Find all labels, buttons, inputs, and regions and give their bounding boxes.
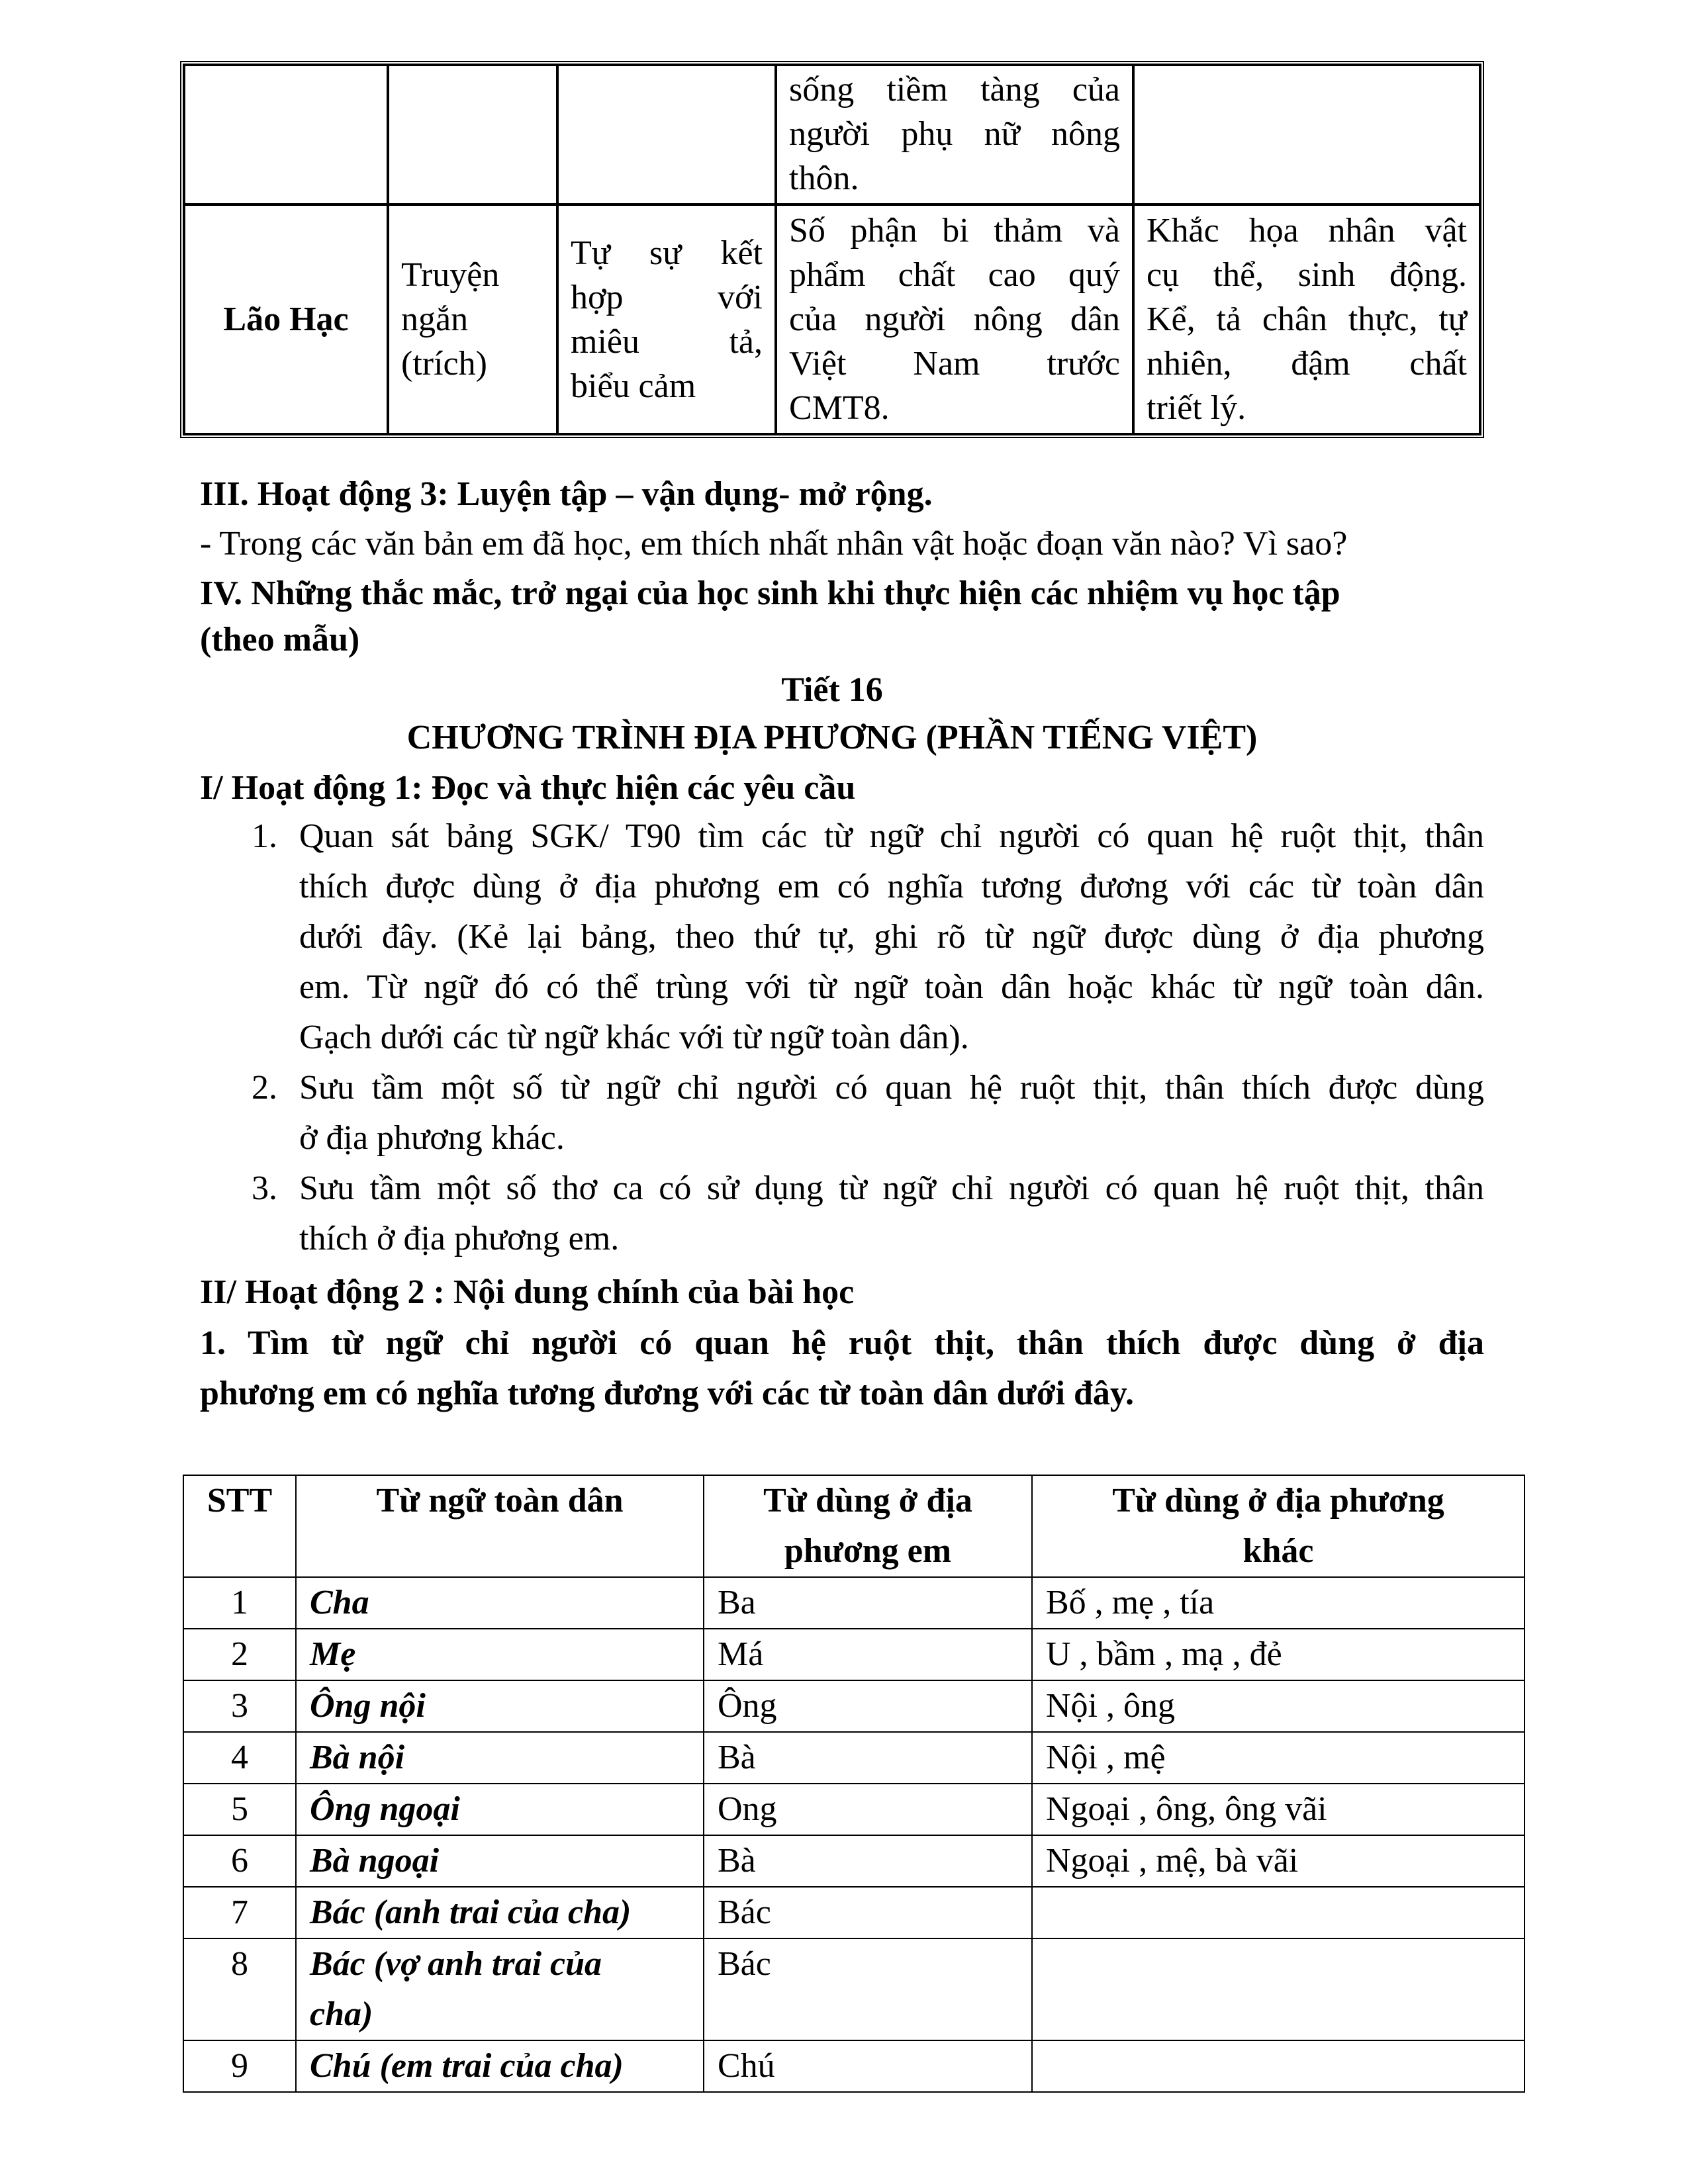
activity2-task (200, 1318, 1484, 1419)
activity1-heading: I/ Hoạt động 1: Đọc và thực hiện các yêu cầu (200, 769, 856, 807)
cell-stt: 2 (183, 1629, 296, 1680)
cell-line: cha) (310, 1995, 373, 2033)
section3-heading: III. Hoạt động 3: Luyện tập – vận dụng- mở rộng. (200, 475, 933, 513)
cell-other: Ngoại , ông, ông vãi (1032, 1784, 1524, 1835)
cell-stt: 1 (183, 1577, 296, 1629)
cell-stt: 9 (183, 2040, 296, 2092)
cell-content (776, 205, 1133, 434)
cell-standard: Cha (296, 1577, 704, 1629)
cell-standard: Chú (em trai của cha) (296, 2040, 704, 2092)
table-cell-line: ngắn (401, 300, 469, 338)
cell-standard: Ông ngoại (296, 1784, 704, 1835)
cell-other (1032, 1887, 1524, 1938)
summary-table (180, 61, 1484, 438)
table-cell-line: Tự sự kết (571, 234, 763, 272)
table-cell-line: Việt Nam trước (789, 345, 1120, 383)
list-line: Sưu tầm một số thơ ca có sử dụng từ ngữ chỉ người có quan hệ ruột thịt, thân (299, 1169, 1484, 1207)
cell-other: Bố , mẹ , tía (1032, 1577, 1524, 1629)
section4-heading-cont: (theo mẫu) (200, 621, 360, 659)
list-line: Sưu tầm một số từ ngữ chỉ người có quan hệ ruột thịt, thân thích được dùng (299, 1069, 1484, 1107)
table-cell-line: thôn. (789, 159, 859, 197)
table-cell-line: nhiên, đậm chất (1147, 345, 1467, 383)
cell-stt: 3 (183, 1680, 296, 1732)
table-row (183, 1577, 1524, 1629)
cell-other: U , bầm , mạ , đẻ (1032, 1629, 1524, 1680)
cell-genre (388, 205, 557, 434)
cell-local: Ông (704, 1680, 1032, 1732)
table-cell-line: người phụ nữ nông (789, 115, 1120, 153)
list-line: em. Từ ngữ đó có thể trùng với từ ngữ toàn dân hoặc khác từ ngữ toàn dân. (299, 968, 1484, 1006)
activity1-item-3 (252, 1163, 1484, 1264)
table-row (183, 1629, 1524, 1680)
activity2-heading: II/ Hoạt động 2 : Nội dung chính của bài học (200, 1273, 855, 1311)
table-cell-line: của người nông dân (789, 300, 1120, 338)
table-row (184, 65, 1480, 205)
cell-work (184, 65, 388, 205)
list-line: Gạch dưới các từ ngữ khác với từ ngữ toàn dân). (299, 1019, 969, 1056)
table-cell-line: triết lý. (1147, 389, 1246, 427)
cell-work-title: Lão Hạc (184, 205, 388, 434)
table-cell-line: (trích) (401, 345, 487, 383)
cell-local: Bà (704, 1732, 1032, 1784)
cell-other (1032, 1938, 1524, 2040)
cell-stt: 4 (183, 1732, 296, 1784)
cell-other: Ngoại , mệ, bà vãi (1032, 1835, 1524, 1887)
list-line: thích được dùng ở địa phương em có nghĩa tương đương với các từ toàn dân (299, 868, 1484, 905)
list-number: 3. (252, 1169, 277, 1207)
table-header-row (183, 1475, 1524, 1577)
cell-standard: Mẹ (296, 1629, 704, 1680)
cell-line: Bác (vợ anh trai của (310, 1945, 602, 1983)
table-cell-line: Khắc họa nhân vật (1147, 212, 1467, 250)
header-standard: Từ ngữ toàn dân (296, 1475, 704, 1577)
cell-standard: Bà ngoại (296, 1835, 704, 1887)
table-row (183, 2040, 1524, 2092)
cell-local: Ong (704, 1784, 1032, 1835)
table-row (183, 1887, 1524, 1938)
header-local (704, 1475, 1032, 1577)
cell-standard: Ông nội (296, 1680, 704, 1732)
table-row (184, 205, 1480, 434)
header-line: Từ dùng ở địa phương (1112, 1482, 1444, 1520)
task-line: 1. Tìm từ ngữ chỉ người có quan hệ ruột thịt, thân thích được dùng ở địa (200, 1324, 1484, 1362)
header-stt: STT (183, 1475, 296, 1577)
cell-local: Chú (704, 2040, 1032, 2092)
list-line: ở địa phương khác. (299, 1119, 565, 1157)
cell-content (776, 65, 1133, 205)
header-line: khác (1243, 1532, 1314, 1570)
cell-other: Nội , ông (1032, 1680, 1524, 1732)
cell-stt: 7 (183, 1887, 296, 1938)
cell-standard (296, 1938, 704, 2040)
section3-question: - Trong các văn bản em đã học, em thích nhất nhân vật hoặc đoạn văn nào? Vì sao? (200, 525, 1348, 563)
cell-local: Bà (704, 1835, 1032, 1887)
cell-standard: Bà nội (296, 1732, 704, 1784)
table-row (183, 1680, 1524, 1732)
table-cell-line: Số phận bi thảm và (789, 212, 1120, 250)
activity1-item-1 (252, 811, 1484, 1063)
list-line: dưới đây. (Kẻ lại bảng, theo thứ tự, ghi rõ từ ngữ được dùng ở địa phương (299, 918, 1484, 956)
table-cell-line: hợp với (571, 278, 763, 316)
table-cell-line: Truyện (401, 256, 500, 294)
list-line: thích ở địa phương em. (299, 1220, 620, 1257)
cell-method (557, 205, 776, 434)
cell-standard: Bác (anh trai của cha) (296, 1887, 704, 1938)
lesson-title: CHƯƠNG TRÌNH ĐỊA PHƯƠNG (PHẦN TIẾNG VIỆT) (406, 719, 1258, 756)
cell-genre (388, 65, 557, 205)
cell-art (1133, 65, 1480, 205)
list-number: 1. (252, 817, 277, 855)
table-cell-line: biểu cảm (571, 367, 696, 405)
task-line: phương em có nghĩa tương đương với các từ toàn dân dưới đây. (200, 1375, 1135, 1412)
table-cell-line: miêu tả, (571, 322, 763, 361)
cell-stt: 6 (183, 1835, 296, 1887)
cell-art (1133, 205, 1480, 434)
header-other (1032, 1475, 1524, 1577)
table-cell-line: phẩm chất cao quý (789, 256, 1120, 294)
cell-method (557, 65, 776, 205)
table-row (183, 1835, 1524, 1887)
section4-heading: IV. Những thắc mắc, trở ngại của học sinh khi thực hiện các nhiệm vụ học tập (200, 574, 1340, 612)
lesson-period: Tiết 16 (781, 671, 883, 709)
dialect-word-table (183, 1475, 1525, 2093)
cell-other: Nội , mệ (1032, 1732, 1524, 1784)
cell-local: Má (704, 1629, 1032, 1680)
cell-local: Bác (704, 1938, 1032, 2040)
table-row (183, 1732, 1524, 1784)
cell-stt: 8 (183, 1938, 296, 2040)
header-line: Từ dùng ở địa (763, 1482, 972, 1520)
activity1-item-2 (252, 1063, 1484, 1163)
header-line: phương em (784, 1532, 952, 1570)
cell-local: Bác (704, 1887, 1032, 1938)
cell-local: Ba (704, 1577, 1032, 1629)
table-row (183, 1938, 1524, 2040)
list-number: 2. (252, 1069, 277, 1107)
list-line: Quan sát bảng SGK/ T90 tìm các từ ngữ chỉ người có quan hệ ruột thịt, thân (299, 817, 1484, 855)
cell-stt: 5 (183, 1784, 296, 1835)
table-cell-line: Kể, tả chân thực, tự (1147, 300, 1467, 338)
table-row (183, 1784, 1524, 1835)
cell-other (1032, 2040, 1524, 2092)
table-cell-line: sống tiềm tàng của (789, 71, 1120, 109)
table-cell-line: cụ thể, sinh động. (1147, 256, 1467, 294)
table-cell-line: CMT8. (789, 389, 890, 427)
